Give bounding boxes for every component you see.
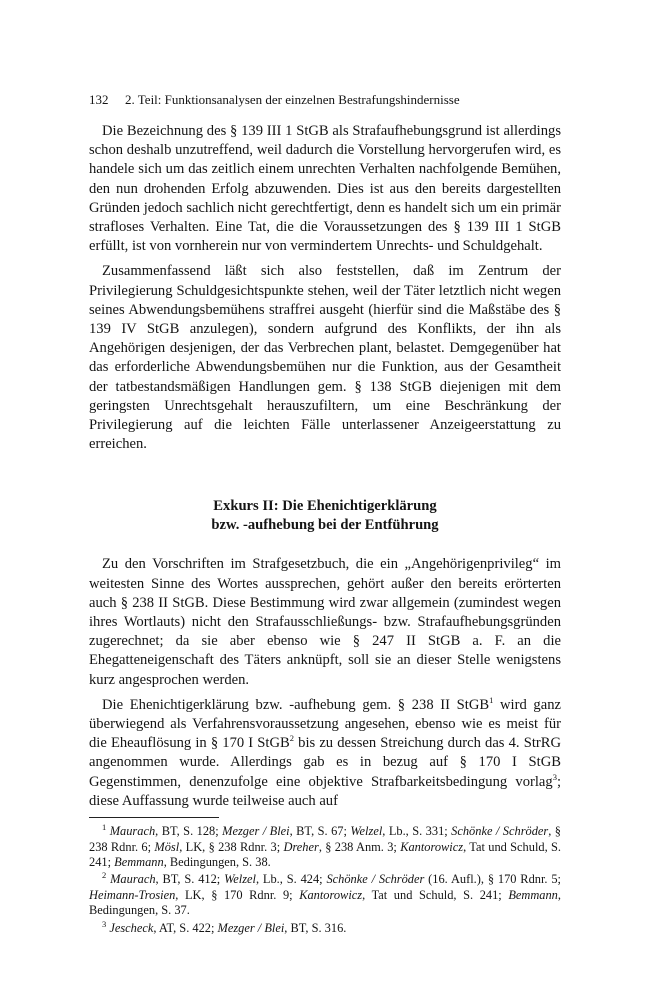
footnote-text: , § 238 Anm. 3;	[318, 839, 401, 854]
running-header	[89, 92, 561, 108]
footnote-author: Mezger / Blei	[217, 920, 285, 935]
footnote-text: , Lb., S. 331;	[382, 824, 452, 839]
footnote-text: , BT, S. 316.	[284, 920, 347, 935]
paragraph-3: Zu den Vorschriften im Strafgesetzbuch, die ein „Angehörigenprivileg“ im weitesten Sinne des Wortes aussprechen, gehört außer den bereits erörterten auch § 238 II StGB. Diese Bestimmung wird zwar allgemein (zumindest wegen ihres Wortlauts) nicht den Strafausschließungs- bzw. Strafaufhebungsgründen zugerechnet; da sie aber ebenso wie § 247 II StGB a. F. an die Ehegatteneigenschaft des Täters anknüpft, soll sie an dieser Stelle wenigstens kurz angesprochen werden.	[89, 556, 561, 688]
footnote-text: , Tat und Schuld, S. 241;	[89, 839, 561, 869]
footnote-author: Bemmann	[114, 854, 164, 869]
footnote-text: , LK, § 170 Rdnr. 9;	[175, 887, 300, 902]
footnote-text: , Bedingungen, S. 37.	[89, 887, 561, 918]
footnote-author: Jescheck	[109, 920, 154, 935]
footnote-author: Bemmann	[508, 887, 558, 902]
footnote-number: 1	[102, 821, 107, 832]
section-heading-line-2: bzw. -aufhebung bei der Entführung	[211, 517, 439, 534]
footnote-author: Kantorowicz	[299, 887, 363, 902]
footnote-author: Maurach	[110, 872, 156, 887]
footnote-text: , LK, § 238 Rdnr. 3;	[179, 839, 284, 854]
footnote-text: , AT, S. 422;	[153, 920, 218, 935]
footnote-text: , § 238 Rdnr. 6;	[89, 824, 561, 854]
footnote-ref-1: 1	[489, 695, 494, 706]
footnote-text: , Tat und Schuld, S. 241;	[362, 887, 509, 902]
paragraph-4-text-d: ; diese Auffassung wurde teilweise auch auf	[89, 773, 561, 809]
section-heading	[89, 497, 561, 535]
page-number: 132	[89, 92, 109, 107]
footnote-author: Mezger / Blei	[222, 824, 290, 839]
footnote-ref-3: 3	[552, 771, 557, 782]
footnote-ref-2: 2	[289, 733, 295, 744]
footnote-text: , Lb., S. 424;	[255, 872, 327, 887]
paragraph-4-text-a: Die Ehenichtigerklärung bzw. -aufhebung gem. § 238 II StGB	[102, 696, 490, 713]
footnote-author: Schönke / Schröder	[326, 872, 425, 887]
running-title: 2. Teil: Funktionsanalysen der einzelnen Bestrafungshindernisse	[125, 92, 460, 107]
footnote-author: Mösl	[154, 839, 180, 854]
paragraph-4-text-b: wird ganz überwiegend als Verfahrensvoraussetzung angesehen, ebenso wie es meist für die Eheauflösung in § 170 I StGB	[89, 696, 561, 752]
section-heading-line-1: Exkurs II: Die Ehenichtigerklärung	[213, 498, 437, 515]
footnote-text: , BT, S. 412;	[155, 872, 225, 887]
footnote-author: Heimann-Trosien	[89, 887, 176, 902]
paragraph-4	[89, 696, 561, 811]
footnote-text: , BT, S. 128;	[155, 824, 223, 839]
footnote-number: 3	[102, 918, 107, 929]
footnote-number: 2	[102, 870, 107, 881]
footnote-text: , BT, S. 67;	[289, 824, 351, 839]
footnote-3	[89, 918, 561, 936]
book-page	[89, 92, 561, 938]
paragraph-4-text-c: bis zu dessen Streichung durch das 4. StrRG angenommen wurde. Allerdings gab es in bezug auf § 170 I StGB Gegenstimmen, denenzufolge eine objektive Strafbarkeitsbedingung vorlag	[89, 735, 562, 790]
paragraph-2: Zusammenfassend läßt sich also feststellen, daß im Zentrum der Privilegierung Schuldgesichtspunkte stehen, weil der Täter letztlich nicht wegen seines Abwendungsbemühens straffrei ausgeht (hierfür sind die Maßstäbe des § 139 IV StGB anzulegen), sondern aufgrund des Konflikts, der ihn als Angehörigen desjenigen, der das Verbrechen plant, belastet. Demgegenüber hat das erforderliche Abwendungsbemühen nur die Funktion, aus der Gesamtheit der tatbestandsmäßigen Handlungen gem. § 138 StGB diejenigen mit dem geringsten Unrechtsgehalt herauszufiltern, um eine Beschränkung der Privilegierung auf die leichten Fälle unterlassener Anzeigeerstattung zu erreichen.	[89, 263, 561, 453]
footnote-author: Kantorowicz	[400, 839, 464, 854]
footnote-author: Schönke / Schröder	[451, 824, 549, 839]
footnote-text: , Bedingungen, S. 38.	[163, 854, 271, 869]
paragraph-1: Die Bezeichnung des § 139 III 1 StGB als Strafaufhebungsgrund ist allerdings schon deshalb unzutreffend, weil dadurch die Vorstellung hervorgerufen wird, es handele sich um das zeitlich einem unrechten Verhalten nachfolgende Bemühen, den nun drohenden Erfolg abzuwenden. Dies ist aus den bereits dargestellten Gründen jedoch sachlich nicht gerechtfertigt, denn es handelt sich um ein primär strafloses Verhalten. Eine Tat, die die Voraussetzungen des § 139 III 1 StGB erfüllt, ist von vornherein nur von vermindertem Unrechts- und Schuldgehalt.	[89, 123, 561, 255]
footnote-author: Dreher	[283, 839, 319, 854]
footnote-author: Welzel	[224, 872, 256, 887]
footnote-separator	[89, 817, 219, 818]
footnote-text: (16. Aufl.), § 170 Rdnr. 5;	[424, 872, 561, 887]
footnote-1	[89, 821, 561, 870]
footnote-2	[89, 872, 561, 918]
footnote-author: Maurach	[109, 824, 156, 839]
footnote-author: Welzel	[350, 824, 383, 839]
